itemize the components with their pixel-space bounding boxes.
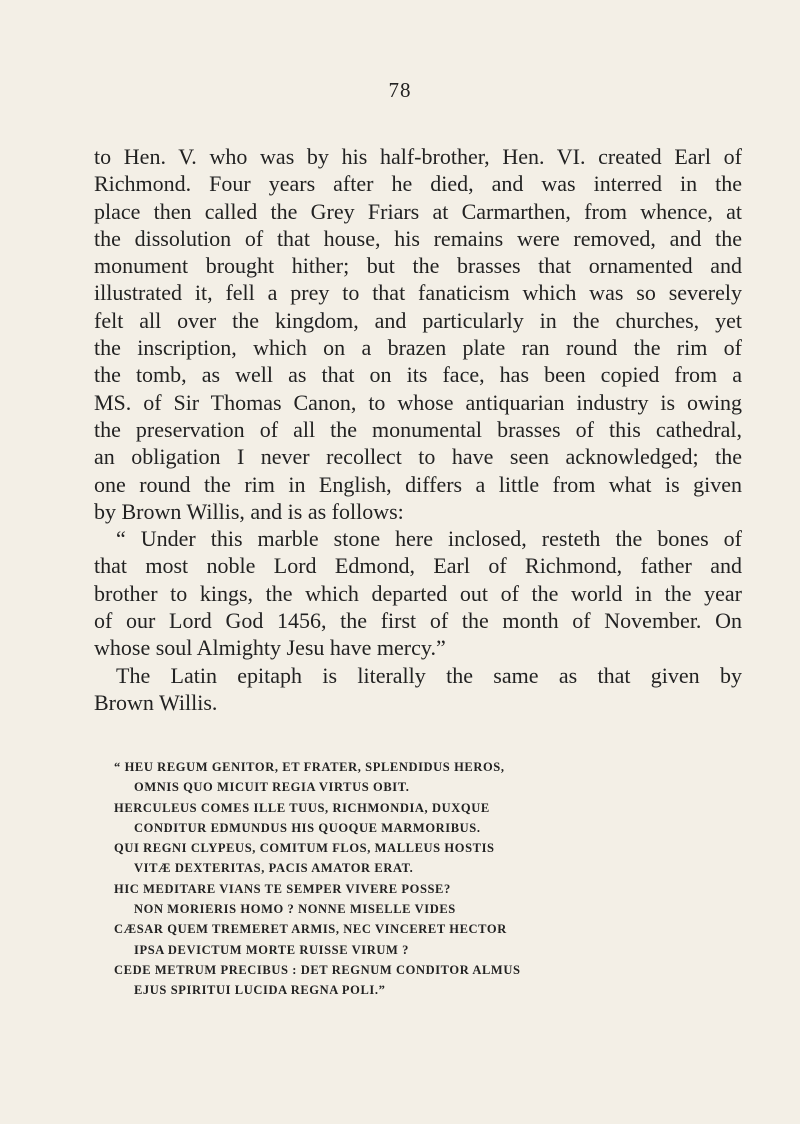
prose-line: Brown Willis.: [94, 689, 218, 715]
prose-line: the preservation of all the monumental brasses of this cathedral,: [94, 416, 742, 442]
epitaph-line: HERCULEUS COMES ILLE TUUS, RICHMONDIA, DUXQUE: [114, 800, 490, 815]
prose-line: the tomb, as well as that on its face, has been copied from a: [94, 362, 742, 388]
epitaph-line: CEDE METRUM PRECIBUS : DET REGNUM CONDITOR ALMUS: [114, 962, 521, 977]
prose-line: “ Under this marble stone here inclosed, resteth the bones of: [116, 526, 742, 552]
epitaph-line: “ HEU REGUM GENITOR, ET FRATER, SPLENDIDUS HEROS,: [114, 760, 505, 774]
prose-line: the dissolution of that house, his remains were removed, and the: [94, 225, 742, 251]
prose-line: of our Lord God 1456, the first of the month of November. On: [94, 608, 742, 634]
epitaph-line: OMNIS QUO MICUIT REGIA VIRTUS OBIT.: [134, 780, 410, 795]
prose-line: the inscription, which on a brazen plate ran round the rim of: [94, 335, 742, 361]
latin-epitaph: [114, 757, 704, 1001]
epitaph-line: VITÆ DEXTERITAS, PACIS AMATOR ERAT.: [134, 861, 414, 876]
prose-line: monument brought hither; but the brasses that ornamented and: [94, 253, 742, 279]
prose-line: MS. of Sir Thomas Canon, to whose antiquarian industry is owing: [94, 389, 742, 415]
epitaph-line: EJUS SPIRITUI LUCIDA REGNA POLI.”: [134, 983, 386, 998]
prose-line: Richmond. Four years after he died, and was interred in the: [94, 171, 742, 197]
prose-body: [94, 143, 742, 716]
prose-line: whose soul Almighty Jesu have mercy.”: [94, 635, 446, 661]
prose-line: illustrated it, fell a prey to that fanaticism which was so severely: [94, 280, 742, 306]
prose-line: that most noble Lord Edmond, Earl of Richmond, father and: [94, 553, 742, 579]
epitaph-line: IPSA DEVICTUM MORTE RUISSE VIRUM ?: [134, 942, 409, 957]
prose-line: one round the rim in English, differs a little from what is given: [94, 471, 742, 497]
prose-line: an obligation I never recollect to have seen acknowledged; the: [94, 444, 742, 470]
prose-line: The Latin epitaph is literally the same as that given by: [116, 662, 742, 688]
epitaph-line: QUI REGNI CLYPEUS, COMITUM FLOS, MALLEUS HOSTIS: [114, 841, 495, 856]
epitaph-line: HIC MEDITARE VIANS TE SEMPER VIVERE POSSE?: [114, 881, 451, 896]
prose-line: place then called the Grey Friars at Carmarthen, from whence, at: [94, 198, 742, 224]
prose-line: felt all over the kingdom, and particularly in the churches, yet: [94, 307, 742, 333]
epitaph-line: CONDITUR EDMUNDUS HIS QUOQUE MARMORIBUS.: [134, 820, 481, 835]
prose-line: to Hen. V. who was by his half-brother, Hen. VI. created Earl of: [94, 144, 742, 169]
epitaph-line: CÆSAR QUEM TREMERET ARMIS, NEC VINCERET HECTOR: [114, 922, 507, 937]
prose-line: brother to kings, the which departed out of the world in the year: [94, 580, 742, 606]
page-number: 78: [388, 78, 412, 102]
prose-line: by Brown Willis, and is as follows:: [94, 498, 404, 524]
epitaph-line: NON MORIERIS HOMO ? NONNE MISELLE VIDES: [134, 902, 456, 917]
